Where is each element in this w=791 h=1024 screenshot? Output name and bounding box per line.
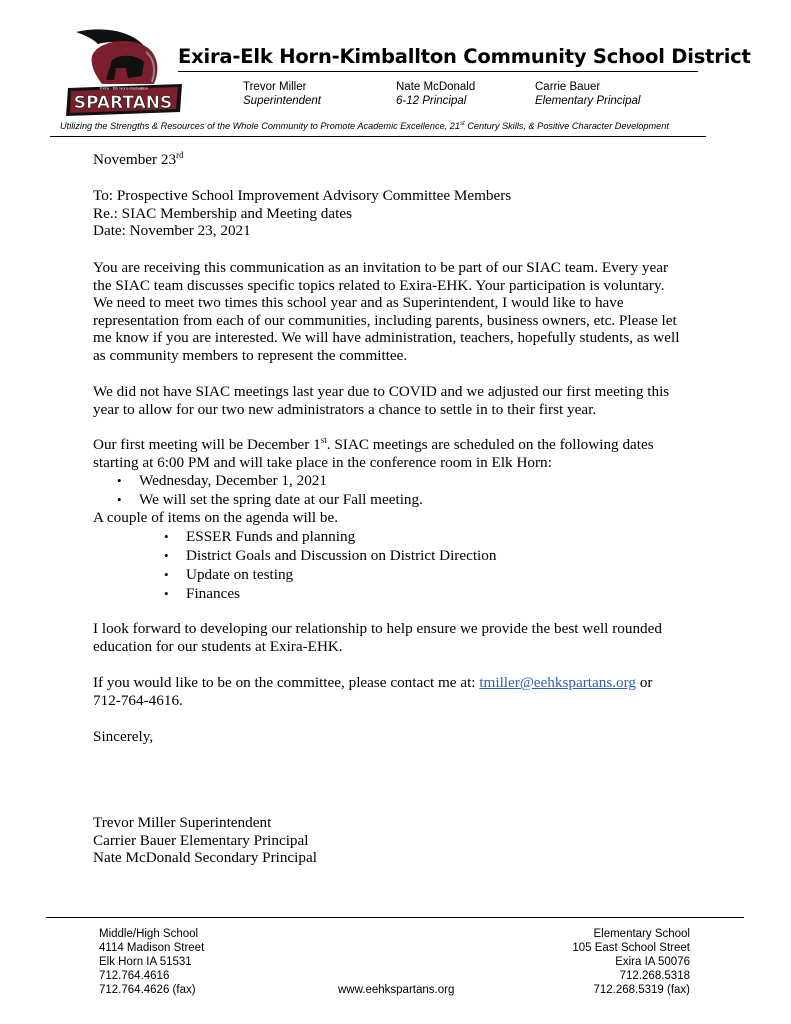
email-link[interactable]: tmiller@eehkspartans.org xyxy=(479,674,637,691)
sign-off: Sincerely, xyxy=(93,728,154,745)
signature-line: Carrier Bauer Elementary Principal xyxy=(93,831,309,849)
meeting-paragraph: Our first meeting will be December 1st. SIAC meetings are scheduled on the following dates starting at 6:00 PM and will take place in the conference room in Elk Horn: xyxy=(93,434,654,471)
closing-paragraph: I look forward to developing our relationship to help ensure we provide the best well rounded education for our students at Exira-EHK. xyxy=(93,620,662,655)
staff-name: Carrie Bauer xyxy=(535,81,601,93)
list-item: • Wednesday, December 1, 2021 xyxy=(117,471,423,490)
list-item: • District Goals and Discussion on District Direction xyxy=(164,546,496,565)
signature-block xyxy=(93,814,703,867)
staff-elementary-principal xyxy=(535,80,640,108)
district-tagline: Utilizing the Strengths & Resources of the Whole Community to Promote Academic Excellence, 21st Century Skills, & Positive Character Development xyxy=(60,121,669,132)
agenda-intro: A couple of items on the agenda will be. xyxy=(93,509,339,526)
signature-line: Nate McDonald Secondary Principal xyxy=(93,849,317,867)
list-item: • We will set the spring date at our Fall meeting. xyxy=(117,490,423,509)
footer-website: www.eehkspartans.org xyxy=(338,984,455,996)
staff-role: Elementary Principal xyxy=(535,95,641,107)
list-item: • Finances xyxy=(164,584,496,603)
header-divider xyxy=(50,136,706,137)
letter-date: November 23rd xyxy=(93,149,184,168)
staff-role: Superintendent xyxy=(243,95,322,107)
memo-header xyxy=(93,187,703,240)
invitation-paragraph: You are receiving this communication as an invitation to be part of our SIAC team. Every year the SIAC team discusses specific topics related to Exira-EHK. Your participation is voluntary. We need to meet two times this school year and as Superintendent, I would like to have representation from each of our communities, including parents, business owners, etc. Please let me know if you are interested. We will have administration, teachers, hopefully students, as well as community members to represent the committee. xyxy=(93,259,680,364)
memo-to: To: Prospective School Improvement Advisory Committee Members xyxy=(93,187,512,204)
staff-name: Trevor Miller xyxy=(243,81,307,93)
list-item: • Update on testing xyxy=(164,565,496,584)
list-item: • ESSER Funds and planning xyxy=(164,527,496,546)
contact-paragraph: If you would like to be on the committee, please contact me at: tmiller@eehkspartans.org or 712-764-4616. xyxy=(93,674,703,709)
logo-small-text: Exira - Elk Horn-Kimballton xyxy=(99,85,149,91)
title-divider xyxy=(178,71,698,72)
footer-divider xyxy=(46,917,744,918)
meeting-dates-list xyxy=(117,471,423,509)
memo-re: Re.: SIAC Membership and Meeting dates xyxy=(93,204,352,222)
footer-middle-high-school: Middle/High School 4114 Madison Street Elk Horn IA 51531 712.764.4616 712.764.4626 (fax) xyxy=(99,928,205,996)
staff-6-12-principal xyxy=(396,80,475,108)
district-title: Exira-Elk Horn-Kimballton Community School District xyxy=(178,45,751,68)
staff-name: Nate McDonald xyxy=(396,81,476,93)
footer-elementary-school: Elementary School 105 East School Street Exira IA 50076 712.268.5318 712.268.5319 (fax) xyxy=(572,928,690,996)
staff-role: 6-12 Principal xyxy=(396,95,467,107)
logo-main-word: SPARTANS xyxy=(73,93,173,113)
signature-line: Trevor Miller Superintendent xyxy=(93,814,272,831)
agenda-list xyxy=(164,527,496,603)
staff-superintendent xyxy=(243,80,321,108)
covid-paragraph: We did not have SIAC meetings last year due to COVID and we adjusted our first meeting this year to allow for our two new administrators a chance to settle in to their first year. xyxy=(93,383,670,418)
memo-date: Date: November 23, 2021 xyxy=(93,222,251,240)
contact-phone: 712-764-4616. xyxy=(93,691,183,709)
spartans-logo xyxy=(62,26,188,120)
